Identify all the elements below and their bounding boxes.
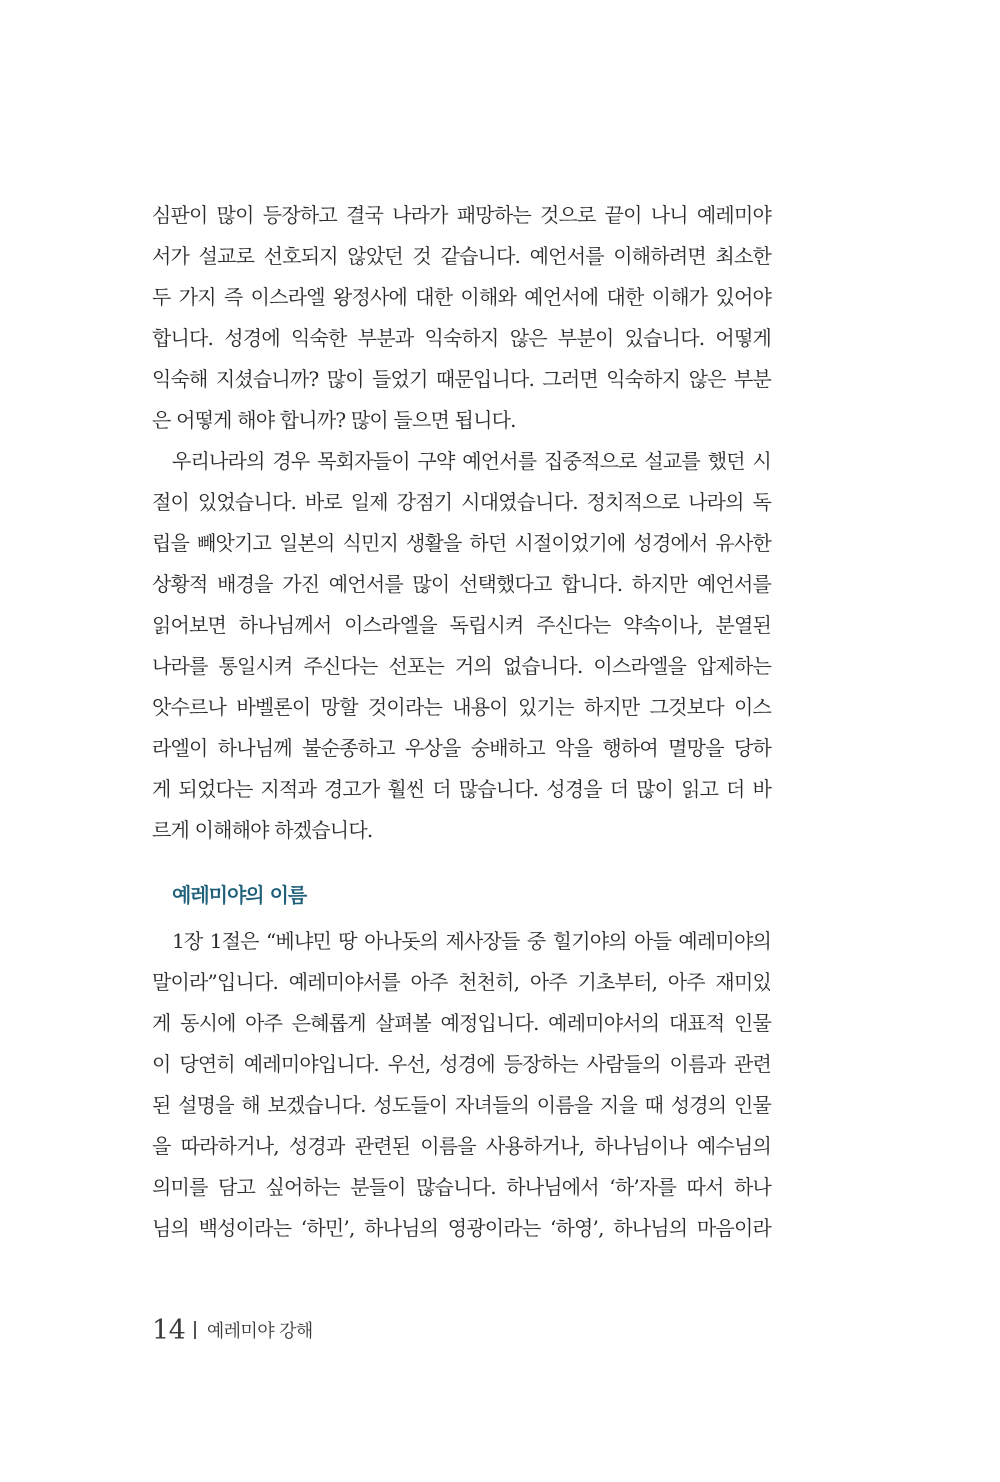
text-line: 은 어떻게 해야 합니까? 많이 들으면 됩니다. (152, 408, 516, 432)
text-line: 나라를 통일시켜 주신다는 선포는 거의 없습니다. 이스라엘을 압제하는 (152, 654, 771, 678)
text-line: 을 따라하거나, 성경과 관련된 이름을 사용하거나, 하나님이나 예수님의 (152, 1134, 771, 1158)
text-line: 서가 설교로 선호되지 않았던 것 같습니다. 예언서를 이해하려면 최소한 (152, 244, 771, 268)
text-line: 심판이 많이 등장하고 결국 나라가 패망하는 것으로 끝이 나니 예레미야 (152, 203, 771, 227)
page-footer (152, 1313, 313, 1347)
text-line: 르게 이해해야 하겠습니다. (152, 818, 373, 842)
text-line: 앗수르나 바벨론이 망할 것이라는 내용이 있기는 하지만 그것보다 이스 (152, 695, 771, 719)
text-line: 게 동시에 아주 은혜롭게 살펴볼 예정입니다. 예레미야서의 대표적 인물 (152, 1011, 771, 1035)
text-line: 말이라”입니다. 예레미야서를 아주 천천히, 아주 기초부터, 아주 재미있 (152, 970, 771, 994)
text-line: 립을 빼앗기고 일본의 식민지 생활을 하던 시절이었기에 성경에서 유사한 (152, 531, 771, 555)
text-line: 합니다. 성경에 익숙한 부분과 익숙하지 않은 부분이 있습니다. 어떻게 (152, 326, 771, 350)
running-title: 예레미야 강해 (206, 1321, 313, 1342)
text-line: 두 가지 즉 이스라엘 왕정사에 대한 이해와 예언서에 대한 이해가 있어야 (152, 285, 771, 309)
text-line: 님의 백성이라는 ‘하민’, 하나님의 영광이라는 ‘하영’, 하나님의 마음이라 (152, 1216, 771, 1240)
text-line: 의미를 담고 싶어하는 분들이 많습니다. 하나님에서 ‘하’자를 따서 하나 (152, 1175, 771, 1199)
text-line: 된 설명을 해 보겠습니다. 성도들이 자녀들의 이름을 지을 때 성경의 인물 (152, 1093, 771, 1117)
text-line: 1장 1절은 “베냐민 땅 아나돗의 제사장들 중 힐기야의 아들 예레미야의 (172, 929, 771, 953)
text-line: 절이 있었습니다. 바로 일제 강점기 시대였습니다. 정치적으로 나라의 독 (152, 490, 771, 514)
text-line: 익숙해 지셨습니까? 많이 들었기 때문입니다. 그러면 익숙하지 않은 부분 (152, 367, 771, 391)
text-line: 상황적 배경을 가진 예언서를 많이 선택했다고 합니다. 하지만 예언서를 (152, 572, 771, 596)
text-line: 읽어보면 하나님께서 이스라엘을 독립시켜 주신다는 약속이나, 분열된 (152, 613, 771, 637)
text-line: 우리나라의 경우 목회자들이 구약 예언서를 집중적으로 설교를 했던 시 (172, 449, 771, 473)
text-line: 이 당연히 예레미야입니다. 우선, 성경에 등장하는 사람들의 이름과 관련 (152, 1052, 771, 1076)
text-line: 게 되었다는 지적과 경고가 훨씬 더 많습니다. 성경을 더 많이 읽고 더 바 (152, 777, 771, 801)
page-number: 14 (152, 1314, 186, 1346)
footer-divider (194, 1321, 196, 1339)
section-heading: 예레미야의 이름 (172, 883, 307, 907)
text-line: 라엘이 하나님께 불순종하고 우상을 숭배하고 악을 행하여 멸망을 당하 (152, 736, 771, 760)
